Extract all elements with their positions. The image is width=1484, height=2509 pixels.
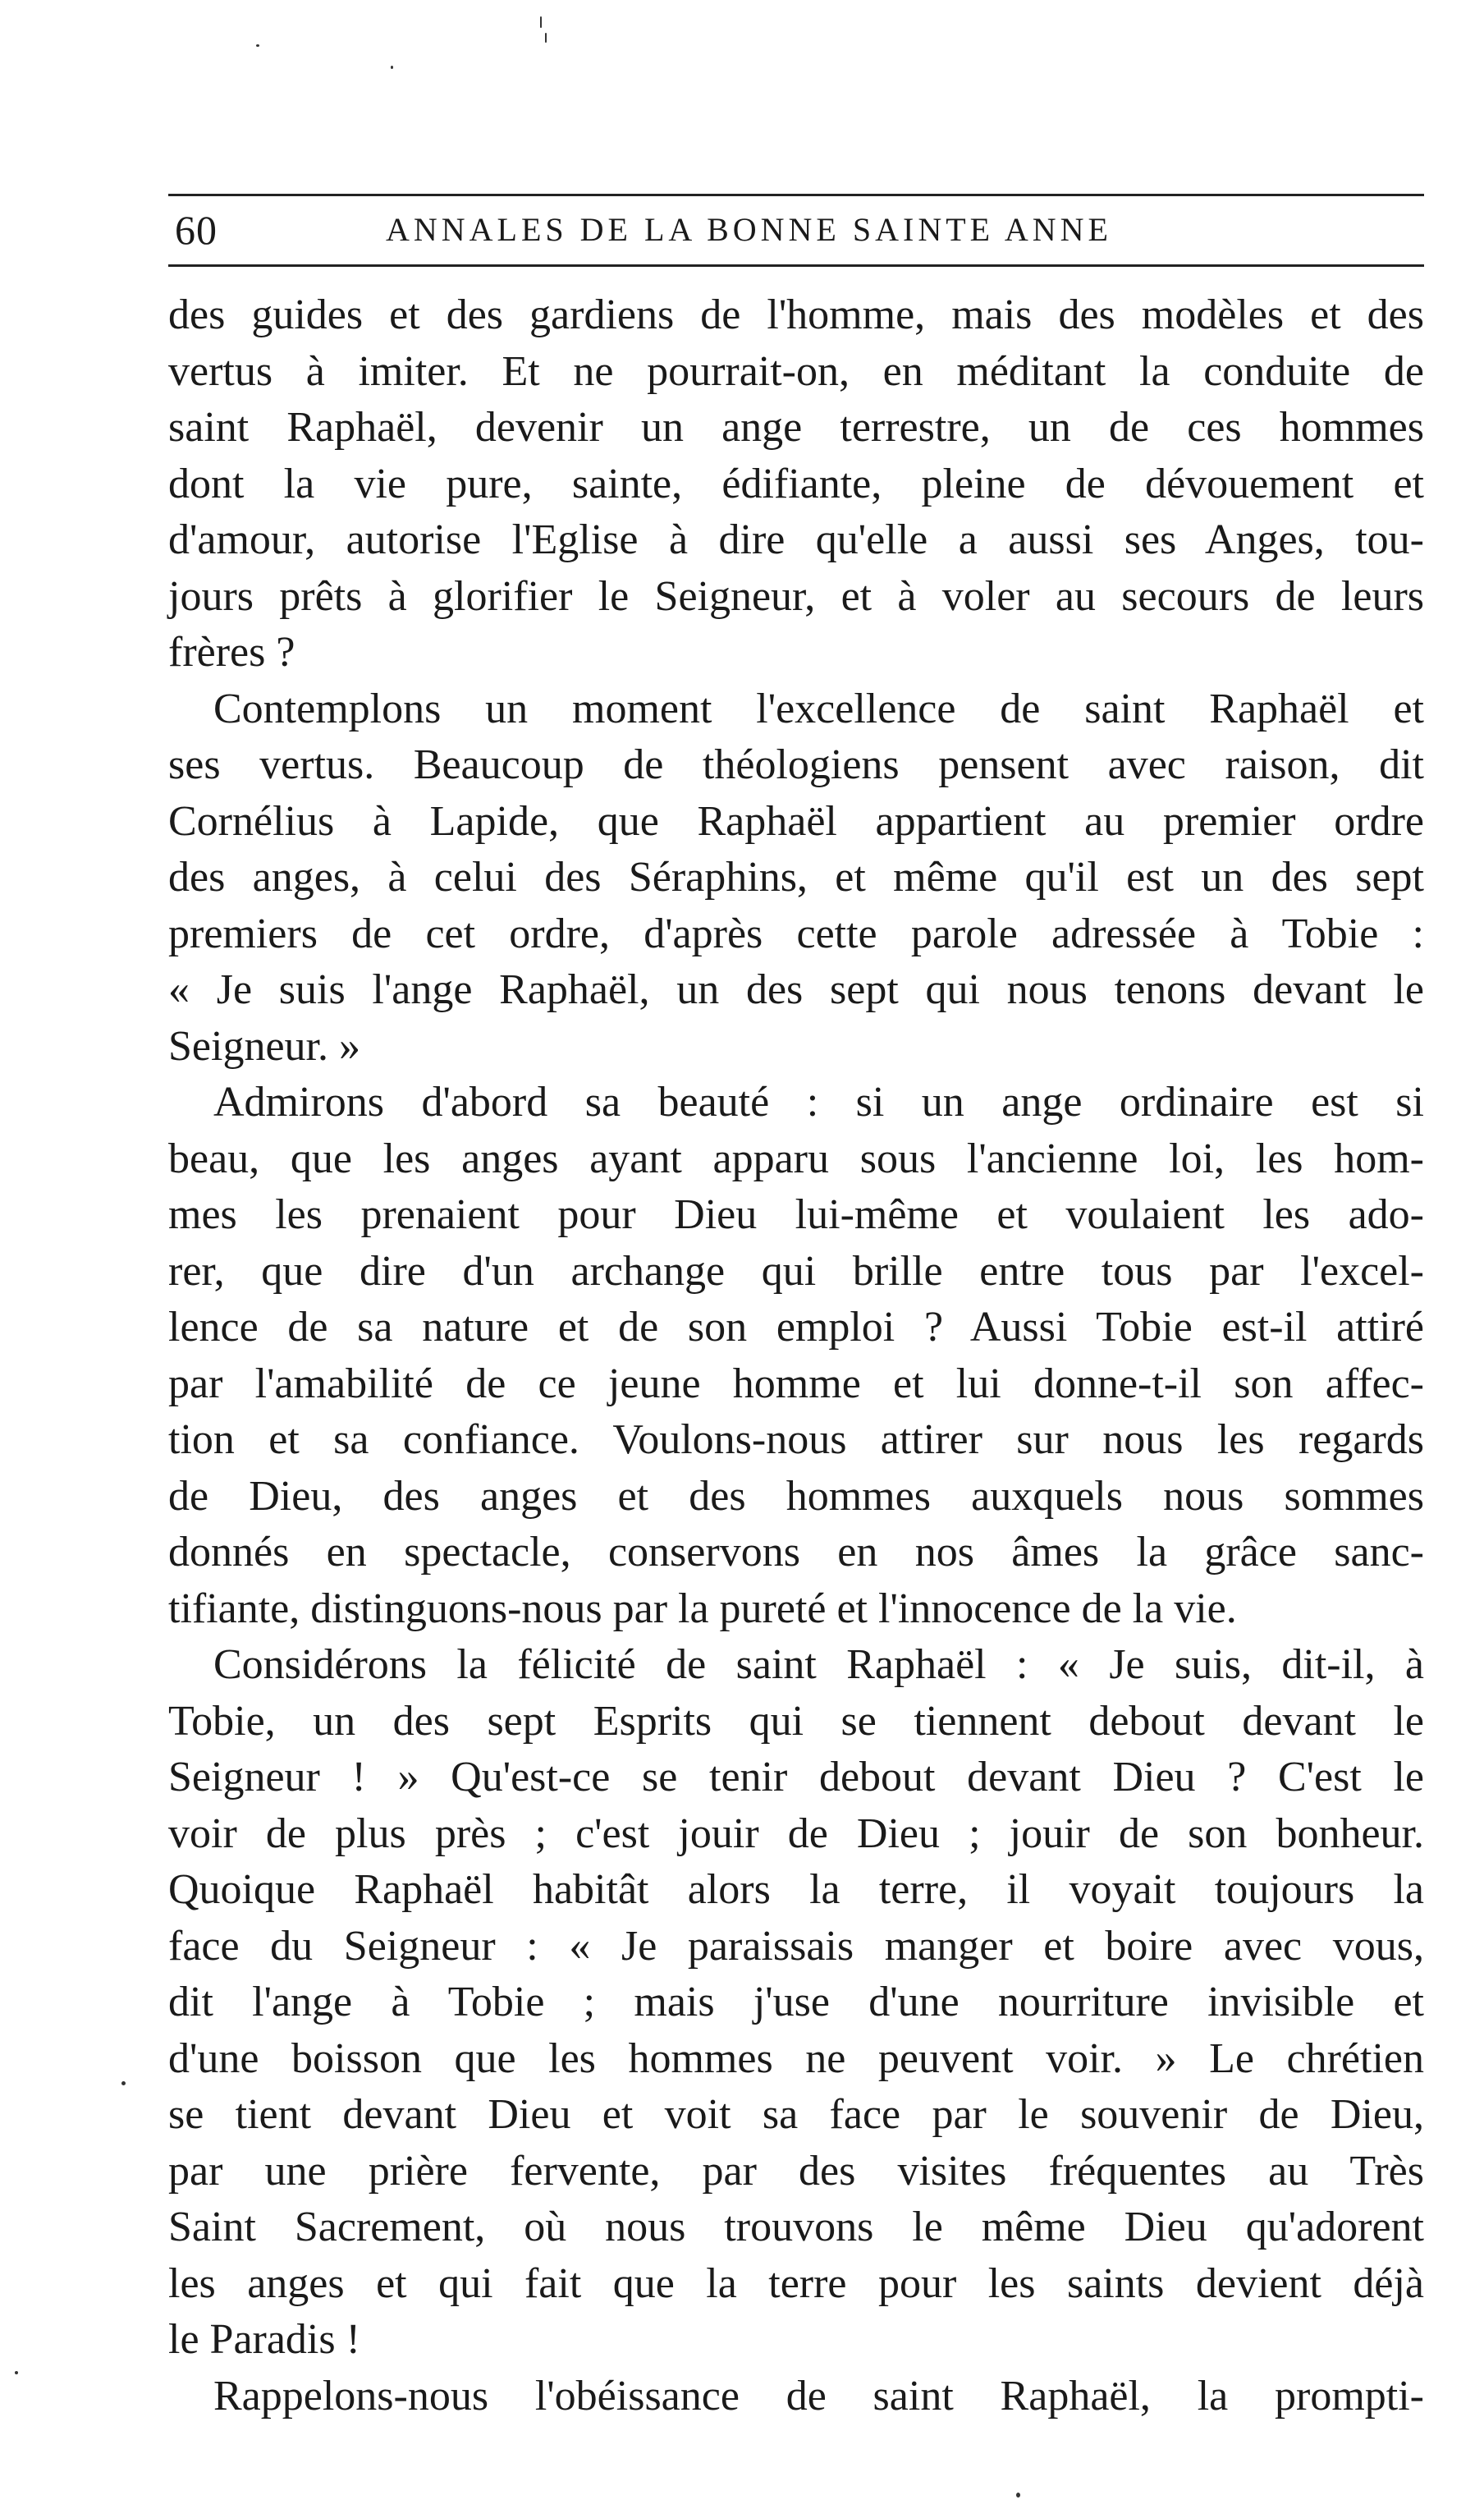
text-line: saint Raphaël, devenir un ange terrestre, un de ces hommes — [168, 404, 1424, 451]
text-line: de Dieu, des anges et des hommes auxquels nous sommes — [168, 1472, 1424, 1520]
body-text — [168, 287, 1424, 2424]
text-line: donnés en spectacle, conservons en nos âmes la grâce sanc- — [168, 1529, 1424, 1576]
text-line: d'une boisson que les hommes ne peuvent voir. » Le chrétien — [168, 2034, 1424, 2082]
text-line: rer, que dire d'un archange qui brille entre tous par l'excel- — [168, 1247, 1424, 1295]
page-number: 60 — [175, 207, 218, 253]
text-line: premiers de cet ordre, d'après cette parole adressée à Tobie : — [168, 910, 1424, 957]
text-line: par une prière fervente, par des visites fréquentes au Très — [168, 2147, 1424, 2195]
text-line: Contemplons un moment l'excellence de saint Raphaël et — [213, 685, 1424, 732]
text-line: dit l'ange à Tobie ; mais j'use d'une nourriture invisible et — [168, 1979, 1424, 2025]
scan-speck — [121, 2081, 126, 2085]
scan-speck — [15, 2371, 18, 2374]
text-line: voir de plus près ; c'est jouir de Dieu ; jouir de son bonheur. — [168, 1810, 1424, 1857]
text-line: d'amour, autorise l'Eglise à dire qu'elle a aussi ses Anges, tou- — [168, 516, 1424, 563]
text-line: Admirons d'abord sa beauté : si un ange ordinaire est si — [213, 1079, 1424, 1126]
text-line: Rappelons-nous l'obéissance de saint Raphaël, la prompti- — [213, 2372, 1424, 2420]
header-rule-bottom — [168, 264, 1424, 267]
text-line: les anges et qui fait que la terre pour les saints devient déjà — [168, 2259, 1424, 2307]
text-line: « Je suis l'ange Raphaël, un des sept qui nous tenons devant le — [168, 966, 1424, 1013]
text-line: des guides et des gardiens de l'homme, mais des modèles et des — [168, 291, 1424, 338]
text-line: jours prêts à glorifier le Seigneur, et à voler au secours de leurs — [168, 572, 1424, 620]
scan-speck — [391, 66, 393, 69]
text-line: tion et sa confiance. Voulons-nous attirer sur nous les regards — [168, 1416, 1424, 1463]
text-line: beau, que les anges ayant apparu sous l'ancienne loi, les hom- — [168, 1135, 1424, 1182]
scan-speck — [256, 44, 259, 47]
scan-speck — [545, 33, 547, 43]
text-line: vertus à imiter. Et ne pourrait-on, en méditant la conduite de — [168, 347, 1424, 395]
text-line: tifiante, distinguons-nous par la pureté et l'innocence de la vie. — [168, 1585, 1237, 1632]
text-line: dont la vie pure, sainte, édifiante, pleine de dévouement et — [168, 460, 1424, 507]
text-line: lence de sa nature et de son emploi ? Aussi Tobie est-il attiré — [168, 1304, 1424, 1351]
text-line: se tient devant Dieu et voit sa face par le souvenir de Dieu, — [168, 2091, 1424, 2138]
text-line: Quoique Raphaël habitât alors la terre, il voyait toujours la — [168, 1866, 1424, 1913]
text-line: Considérons la félicité de saint Raphaël : « Je suis, dit-il, à — [213, 1641, 1424, 1688]
text-line: Cornélius à Lapide, que Raphaël appartient au premier ordre — [168, 797, 1424, 845]
page-header — [168, 194, 1424, 268]
running-title: ANNALES DE LA BONNE SAINTE ANNE — [386, 211, 1112, 248]
text-line: le Paradis ! — [168, 2316, 360, 2363]
text-line: mes les prenaient pour Dieu lui-même et voulaient les ado- — [168, 1191, 1424, 1238]
text-line: ses vertus. Beaucoup de théologiens pensent avec raison, dit — [168, 741, 1424, 788]
text-line: des anges, à celui des Séraphins, et même qu'il est un des sept — [168, 854, 1424, 901]
text-line: Seigneur ! » Qu'est-ce se tenir debout devant Dieu ? C'est le — [168, 1754, 1424, 1800]
text-line: Tobie, un des sept Esprits qui se tiennent debout devant le — [168, 1697, 1424, 1745]
scan-speck — [1016, 2493, 1020, 2498]
text-line: frères ? — [168, 629, 295, 676]
text-line: Seigneur. » — [168, 1022, 360, 1070]
header-rule-top — [168, 194, 1424, 196]
text-line: face du Seigneur : « Je paraissais manger et boire avec vous, — [168, 1922, 1424, 1970]
text-line: par l'amabilité de ce jeune homme et lui donne-t-il son affec- — [168, 1360, 1424, 1407]
text-line: Saint Sacrement, où nous trouvons le même Dieu qu'adorent — [168, 2204, 1424, 2250]
scan-speck — [540, 16, 542, 28]
